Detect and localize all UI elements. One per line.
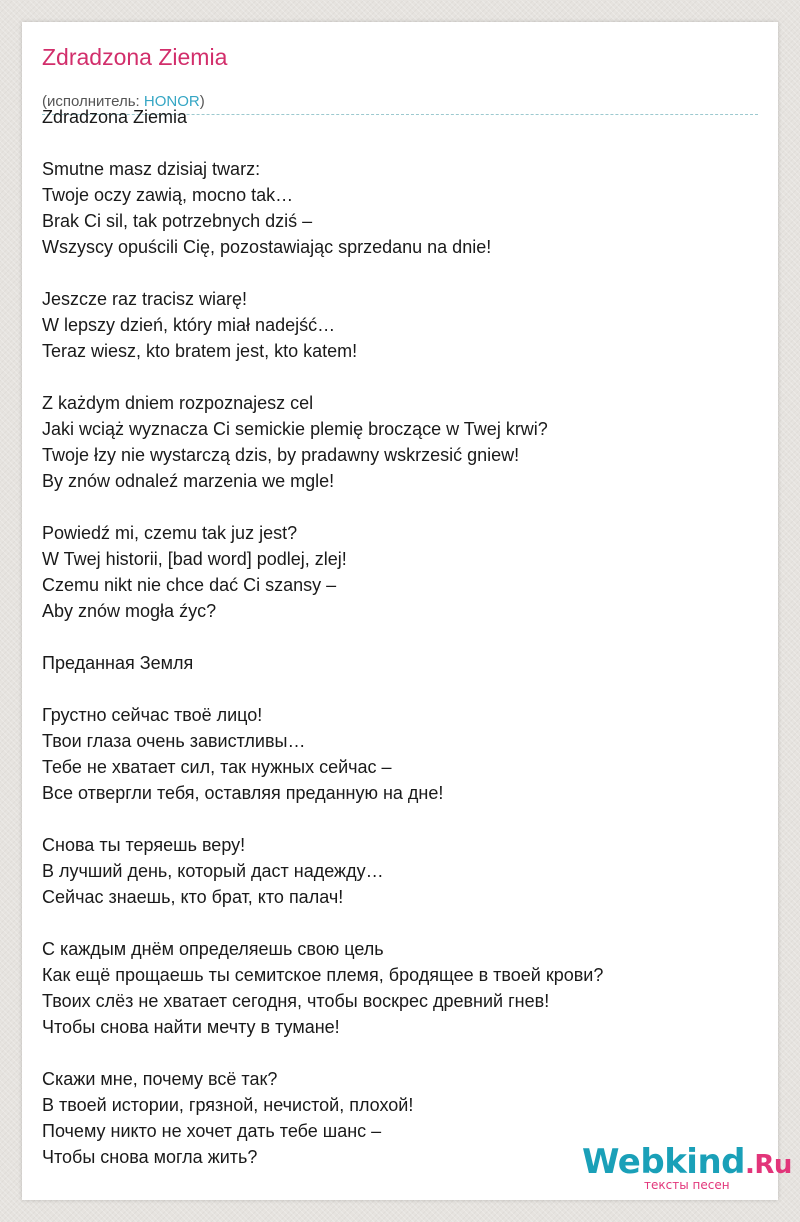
lyric-line: W lepszy dzień, który miał nadejść… xyxy=(42,315,336,335)
lyric-line: Twoje łzy nie wystarczą dzis, by pradawny wskrzesić gniew! xyxy=(42,445,520,465)
lyric-line: Чтобы снова могла жить? xyxy=(42,1147,258,1167)
logo-word: Webkind xyxy=(582,1142,745,1182)
lyrics-body xyxy=(42,104,758,1170)
lyric-line: W Twej historii, [bad word] podlej, zlej! xyxy=(42,549,347,569)
artist-suffix: ) xyxy=(199,93,205,110)
song-title: Zdradzona Ziemia xyxy=(42,44,228,70)
lyric-stanza xyxy=(42,104,758,130)
logo-tld: .Ru xyxy=(745,1150,792,1180)
lyric-line: By znów odnaleź marzenia we mgle! xyxy=(42,471,335,491)
lyric-line: Teraz wiesz, kto bratem jest, kto katem! xyxy=(42,341,358,361)
logo-tagline: тексты песен xyxy=(644,1178,730,1192)
lyric-line: Zdradzona Ziemia xyxy=(42,107,188,127)
lyric-line: В твоей истории, грязной, нечистой, плохой! xyxy=(42,1095,414,1115)
lyric-line: Все отвергли тебя, оставляя преданную на дне! xyxy=(42,783,444,803)
lyric-line: Brak Ci sil, tak potrzebnych dziś – xyxy=(42,211,313,231)
lyric-line: Тебе не хватает сил, так нужных сейчас – xyxy=(42,757,392,777)
lyric-stanza xyxy=(42,936,758,1040)
lyric-line: Aby znów mogła źyc? xyxy=(42,601,217,621)
lyric-line: С каждым днём определяешь свою цель xyxy=(42,939,384,959)
lyric-line: Скажи мне, почему всё так? xyxy=(42,1069,278,1089)
lyric-line: Снова ты теряешь веру! xyxy=(42,835,246,855)
lyric-line: Powiedź mi, czemu tak juz jest? xyxy=(42,523,298,543)
lyric-stanza xyxy=(42,650,758,676)
lyric-line: Почему никто не хочет дать тебе шанс – xyxy=(42,1121,382,1141)
lyric-line: Jaki wciąż wyznacza Ci semickie plemię broczące w Twej krwi? xyxy=(42,419,548,439)
lyric-line: Smutne masz dzisiaj twarz: xyxy=(42,159,261,179)
artist-prefix: (исполнитель: xyxy=(42,93,144,110)
lyric-line: Czemu nikt nie chce dać Ci szansy – xyxy=(42,575,337,595)
lyric-line: В лучший день, который даст надежду… xyxy=(42,861,384,881)
lyric-line: Грустно сейчас твоё лицо! xyxy=(42,705,263,725)
lyric-stanza xyxy=(42,286,758,364)
lyric-line: Твоих слёз не хватает сегодня, чтобы воскрес древний гнев! xyxy=(42,991,550,1011)
webkind-logo[interactable] xyxy=(582,1142,792,1196)
lyric-line: Сейчас знаешь, кто брат, кто палач! xyxy=(42,887,344,907)
lyric-line: Чтобы снова найти мечту в тумане! xyxy=(42,1017,340,1037)
lyric-line: Z każdym dniem rozpoznajesz cel xyxy=(42,393,314,413)
lyric-line: Twoje oczy zawią, mocno tak… xyxy=(42,185,294,205)
lyric-line: Как ещё прощаешь ты семитское племя, бродящее в твоей крови? xyxy=(42,965,604,985)
lyric-stanza xyxy=(42,520,758,624)
lyric-line: Wszyscy opuścili Cię, pozostawiając sprzedanu na dnie! xyxy=(42,237,492,257)
lyric-stanza xyxy=(42,390,758,494)
lyric-line: Твои глаза очень завистливы… xyxy=(42,731,306,751)
lyrics-card xyxy=(22,22,792,1200)
lyric-line: Преданная Земля xyxy=(42,653,194,673)
artist-link[interactable]: HONOR xyxy=(143,93,200,110)
lyric-stanza xyxy=(42,702,758,806)
lyric-stanza xyxy=(42,156,758,260)
lyric-stanza xyxy=(42,832,758,910)
lyric-line: Jeszcze raz tracisz wiarę! xyxy=(42,289,248,309)
